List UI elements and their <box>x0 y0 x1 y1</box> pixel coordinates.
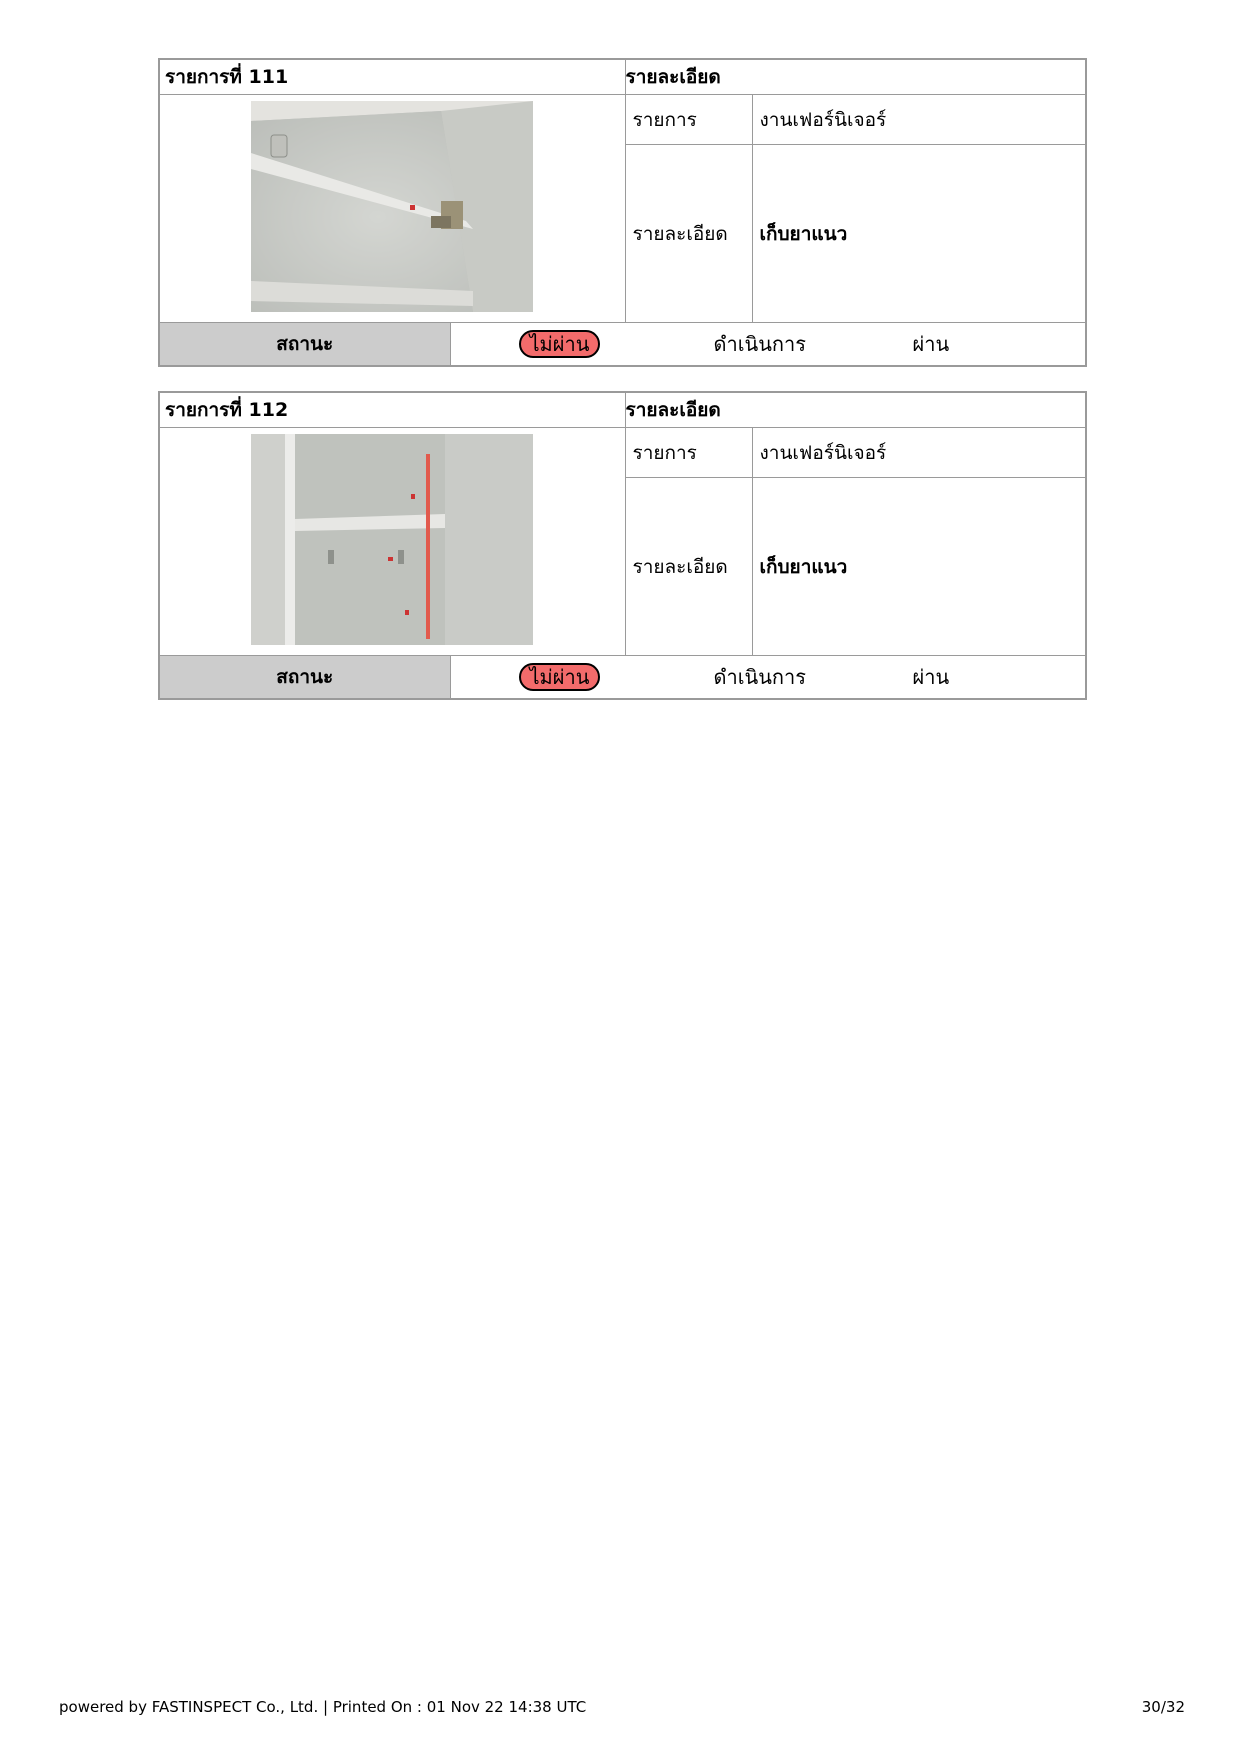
footer-credit: powered by FASTINSPECT Co., Ltd. | Printed On : 01 Nov 22 14:38 UTC <box>59 1698 587 1716</box>
detail-label: รายละเอียด <box>625 478 752 656</box>
item-value: งานเฟอร์นิเจอร์ <box>752 428 1086 478</box>
item-number-title: รายการที่ 112 <box>159 392 625 428</box>
detail-label: รายละเอียด <box>625 145 752 323</box>
status-pass-option[interactable]: ผ่าน <box>912 332 950 356</box>
photo-cell <box>159 95 625 323</box>
status-fail-option[interactable]: ไม่ผ่าน <box>519 663 601 691</box>
item-label: รายการ <box>625 95 752 145</box>
inspection-item-card <box>158 58 1087 367</box>
photo-cell <box>159 428 625 656</box>
status-options <box>450 323 1086 367</box>
detail-value: เก็บยาแนว <box>752 478 1086 656</box>
status-options <box>450 656 1086 700</box>
status-label: สถานะ <box>159 656 450 700</box>
details-header: รายละเอียด <box>625 59 1086 95</box>
inspection-item-card <box>158 391 1087 700</box>
item-value: งานเฟอร์นิเจอร์ <box>752 95 1086 145</box>
status-pass-option[interactable]: ผ่าน <box>912 665 950 689</box>
item-label: รายการ <box>625 428 752 478</box>
page-number: 30/32 <box>1141 1698 1185 1716</box>
status-in-progress-option[interactable]: ดำเนินการ <box>713 665 806 689</box>
status-in-progress-option[interactable]: ดำเนินการ <box>713 332 806 356</box>
cabinet-shelf-photo[interactable] <box>251 434 533 645</box>
status-fail-option[interactable]: ไม่ผ่าน <box>519 330 601 358</box>
item-number-title: รายการที่ 111 <box>159 59 625 95</box>
detail-value: เก็บยาแนว <box>752 145 1086 323</box>
details-header: รายละเอียด <box>625 392 1086 428</box>
cabinet-interior-photo[interactable] <box>251 101 533 312</box>
status-label: สถานะ <box>159 323 450 367</box>
